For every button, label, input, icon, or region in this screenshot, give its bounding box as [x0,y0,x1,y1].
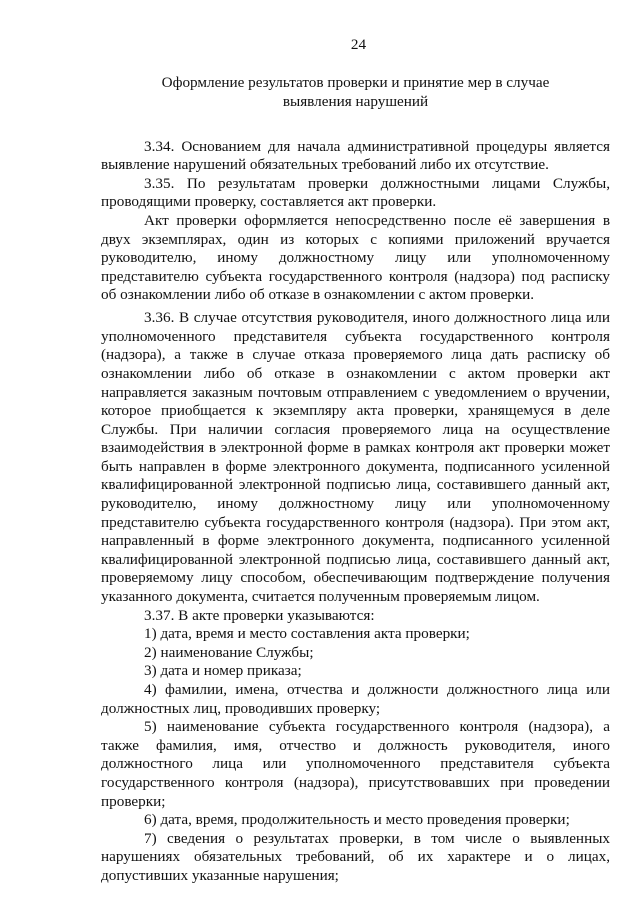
paragraph-3-37: 3.37. В акте проверки указываются: [144,606,375,624]
section-title-line-1: Оформление результатов проверки и принятие мер в случае [161,73,550,91]
list-item-6: 6) дата, время, продолжительность и место проведения проверки; [144,811,570,829]
section-title-line-2: выявления нарушений [282,92,429,110]
list-item-5: 5) наименование субъекта государственного контроля (надзора), а также фамилия, имя, отчество и должность руководителя, иного должностного лица или уполномоченного представителя субъекта государственного контроля (надзора), присутствовавших при проведении проверки; [101,718,610,810]
list-item-4: 4) фамилии, имена, отчества и должности должностного лица или должностных лиц, проводивших проверку; [101,681,610,717]
paragraph-act-execution: Акт проверки оформляется непосредственно после её завершения в двух экземплярах, один из которых с копиями приложений вручается руководителю, иному должностному лицу или уполномоченному представителю субъекта государственного контроля (надзора) под расписку об ознакомлении либо об отказе в ознакомлении с актом проверки. [101,211,610,304]
paragraph-3-35: 3.35. По результатам проверки должностными лицами Службы, проводящими проверку, составляется акт проверки. [101,174,610,211]
list-item-2: 2) наименование Службы; [144,643,314,661]
list-item-1: 1) дата, время и место составления акта проверки; [144,625,470,643]
section-title [101,73,610,111]
paragraph-3-36: 3.36. В случае отсутствия руководителя, иного должностного лица или уполномоченного представителя субъекта государственного контроля (надзора), а также в случае отказа проверяемого лица дать расписку об ознакомлении либо об отказе в ознакомлении с актом проверки акт направляется заказным почтовым отправлением с уведомлением о вручении, которое приобщается к экземпляру акта проверки, хранящемуся в деле Службы. При наличии согласия проверяемого лица на осуществление взаимодействия в электронной форме в рамках контроля акт проверки может быть направлен в форме электронного документа, подписанного усиленной квалифицированной электронной подписью лица, составившего данный акт, руководителю, иному должностному лицу или уполномоченному представителю субъекта государственного контроля (надзора). При этом акт, направленный в форме электронного документа, подписанного усиленной квалифицированной электронной подписью лица, составившего данный акт, проверяемому лицу способом, обеспечивающим подтверждение получения указанного документа, считается полученным проверяемым лицом. [101,309,610,606]
list-item-7: 7) сведения о результатах проверки, в том числе о выявленных нарушениях обязательных требований, об их характере и о лицах, допустивших указанные нарушения; [101,829,610,884]
page-number: 24 [350,36,367,53]
list-item-3: 3) дата и номер приказа; [144,662,302,680]
paragraph-3-34: 3.34. Основанием для начала административной процедуры является выявление нарушений обязательных требований либо их отсутствие. [101,137,610,174]
